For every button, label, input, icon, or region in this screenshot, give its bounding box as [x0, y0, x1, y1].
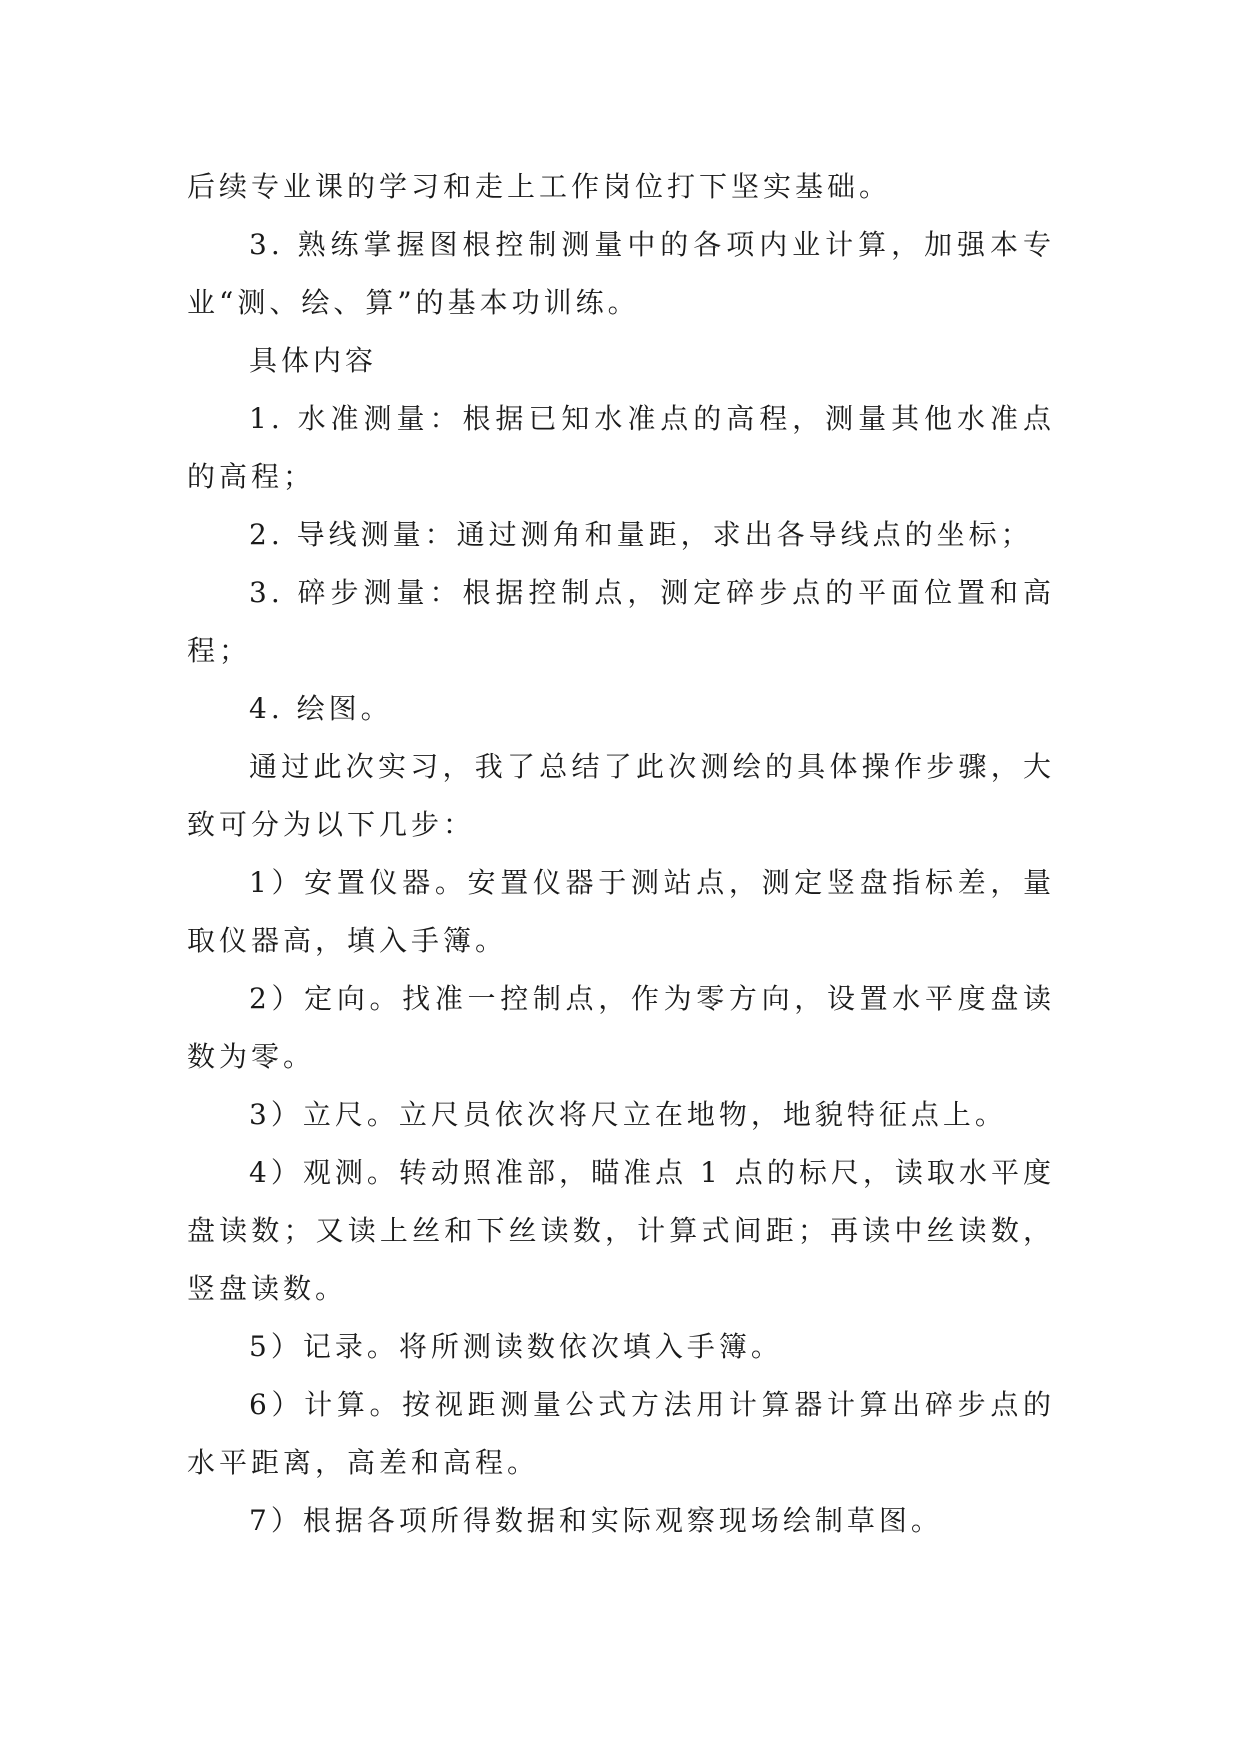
paragraph-drawing: 4. 绘图。: [249, 692, 393, 725]
step-calculation: 6）计算。按视距测量公式方法用计算器计算出碎步点的水平距离，高差和高程。: [187, 1388, 1055, 1479]
paragraph-leveling: 1. 水准测量：根据已知水准点的高程，测量其他水准点的高程；: [187, 402, 1055, 493]
paragraph-detail-survey: 3. 碎步测量：根据控制点，测定碎步点的平面位置和高程；: [187, 576, 1055, 667]
paragraph-summary-intro: 通过此次实习，我了总结了此次测绘的具体操作步骤，大致可分为以下几步：: [187, 750, 1055, 841]
step-observation: 4）观测。转动照准部，瞄准点 1 点的标尺，读取水平度盘读数；又读上丝和下丝读数，计算式间距；再读中丝读数，竖盘读数。: [187, 1156, 1055, 1305]
step-setup-instrument: 1）安置仪器。安置仪器于测站点，测定竖盘指标差，量取仪器高，填入手簿。: [187, 866, 1055, 957]
paragraph-traverse: 2. 导线测量：通过测角和量距，求出各导线点的坐标；: [249, 518, 1033, 551]
step-sketch: 7）根据各项所得数据和实际观察现场绘制草图。: [249, 1504, 943, 1537]
step-recording: 5）记录。将所测读数依次填入手簿。: [249, 1330, 783, 1363]
step-set-staff: 3）立尺。立尺员依次将尺立在地物，地貌特征点上。: [249, 1098, 1007, 1131]
step-orientation: 2）定向。找准一控制点，作为零方向，设置水平度盘读数为零。: [187, 982, 1055, 1073]
paragraph-item-3-calculation: 3. 熟练掌握图根控制测量中的各项内业计算，加强本专业“测、绘、算”的基本功训练。: [187, 228, 1055, 319]
paragraph-foundation: 后续专业课的学习和走上工作岗位打下坚实基础。: [187, 170, 892, 203]
document-body: [187, 158, 1055, 1550]
section-heading-content: 具体内容: [249, 344, 378, 377]
